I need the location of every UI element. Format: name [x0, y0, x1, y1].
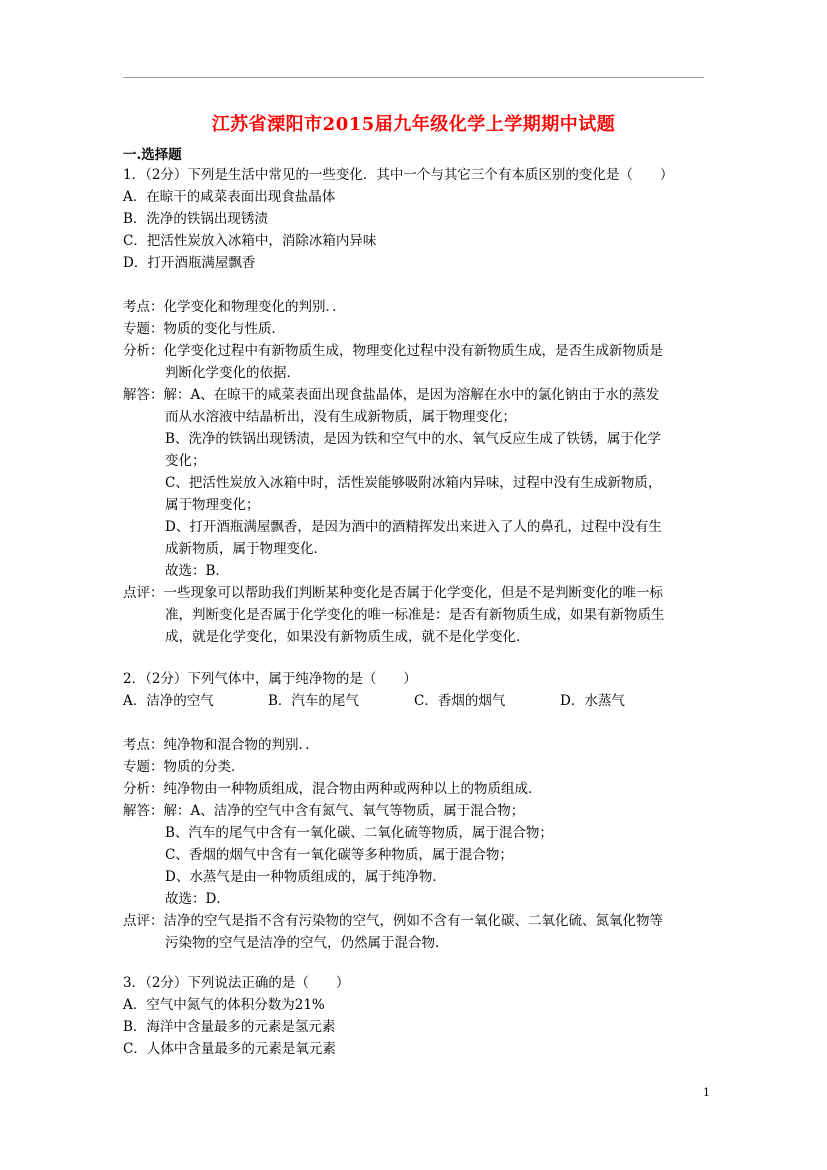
q1-option-c: C．把活性炭放入冰箱中，消除冰箱内异味 — [123, 233, 377, 249]
q2-answer: 故选：D． — [165, 891, 230, 907]
q1-fenxi-line1: 分析：化学变化过程中有新物质生成，物理变化过程中没有新物质生成，是否生成新物质是 — [123, 343, 663, 359]
document-title: 江苏省溧阳市2015届九年级化学上学期期中试题 — [211, 114, 616, 135]
q2-zhuanti: 专题：物质的分类． — [123, 759, 245, 775]
q1-dianping-line1: 点评：一些现象可以帮助我们判断某种变化是否属于化学变化，但是不是判断变化的唯一标 — [123, 585, 663, 601]
q1-zhuanti: 专题：物质的变化与性质． — [123, 321, 285, 337]
q1-kaodian: 考点：化学变化和物理变化的判别．． — [123, 299, 346, 315]
question-2-stem: 2．（2分）下列气体中，属于纯净物的是（ ） — [123, 671, 417, 687]
q2-option-b: B．汽车的尾气 — [268, 693, 359, 709]
q2-option-c: C．香烟的烟气 — [414, 693, 506, 709]
q1-option-b: B．洗净的铁锅出现锈渍 — [123, 211, 268, 227]
q2-fenxi: 分析：纯净物由一种物质组成，混合物由两种或两种以上的物质组成． — [123, 781, 542, 797]
q1-fenxi-line2: 判断化学变化的依据． — [165, 365, 300, 381]
q1-dianping-line2: 准，判断变化是否属于化学变化的唯一标准是：是否有新物质生成，如果有新物质生 — [165, 607, 665, 623]
q2-option-a: A．洁净的空气 — [123, 693, 214, 709]
q2-jieda-line2: B、汽车的尾气中含有一氧化碳、二氧化硫等物质，属于混合物； — [165, 825, 553, 841]
q2-dianping-line1: 点评：洁净的空气是指不含有污染物的空气，例如不含有一氧化碳、二氧化硫、氮氧化物等 — [123, 913, 663, 929]
q2-dianping-line2: 污染物的空气是洁净的空气，仍然属于混合物． — [165, 935, 449, 951]
q1-option-a: A．在晾干的咸菜表面出现食盐晶体 — [123, 189, 336, 205]
question-1-stem: 1．（2分）下列是生活中常见的一些变化．其中一个与其它三个有本质区别的变化是（ ） — [123, 167, 674, 183]
q1-answer: 故选：B． — [165, 563, 229, 579]
section-heading: 一.选择题 — [123, 147, 182, 163]
q1-dianping-line3: 成，就是化学变化，如果没有新物质生成，就不是化学变化． — [165, 629, 530, 645]
q1-jieda-line5: C、把活性炭放入冰箱中时，活性炭能够吸附冰箱内异味，过程中没有生成新物质， — [165, 475, 662, 491]
q2-jieda-line4: D、水蒸气是由一种物质组成的，属于纯净物． — [165, 869, 446, 885]
q1-jieda-line3: B、洗净的铁锅出现锈渍，是因为铁和空气中的水、氧气反应生成了铁锈，属于化学 — [165, 431, 661, 447]
q1-jieda-line4: 变化； — [165, 453, 206, 469]
question-3-stem: 3．（2分）下列说法正确的是（ ） — [123, 975, 350, 991]
q2-option-d: D．水蒸气 — [560, 693, 625, 709]
q3-option-a: A．空气中氮气的体积分数为21% — [123, 997, 325, 1013]
page-number: 1 — [703, 1086, 710, 1099]
q2-kaodian: 考点：纯净物和混合物的判别．． — [123, 737, 319, 753]
q3-option-b: B．海洋中含量最多的元素是氢元素 — [123, 1019, 336, 1035]
q1-jieda-line6: 属于物理变化； — [165, 497, 260, 513]
q1-jieda-line8: 成新物质，属于物理变化． — [165, 541, 327, 557]
q2-jieda-line1: 解答：解：A、洁净的空气中含有氮气、氧气等物质，属于混合物； — [123, 803, 525, 819]
q1-option-d: D．打开酒瓶满屋飘香 — [123, 255, 256, 271]
q3-option-c: C．人体中含量最多的元素是氧元素 — [123, 1041, 336, 1057]
header-rule — [123, 77, 704, 78]
q1-jieda-line7: D、打开酒瓶满屋飘香，是因为酒中的酒精挥发出来进入了人的鼻孔，过程中没有生 — [165, 519, 662, 535]
q2-jieda-line3: C、香烟的烟气中含有一氧化碳等多种物质，属于混合物； — [165, 847, 513, 863]
q1-jieda-line1: 解答：解：A、在晾干的咸菜表面出现食盐晶体，是因为溶解在水中的氯化钠由于水的蒸发 — [123, 387, 660, 403]
q1-jieda-line2: 而从水溶液中结晶析出，没有生成新物质，属于物理变化； — [165, 409, 516, 425]
